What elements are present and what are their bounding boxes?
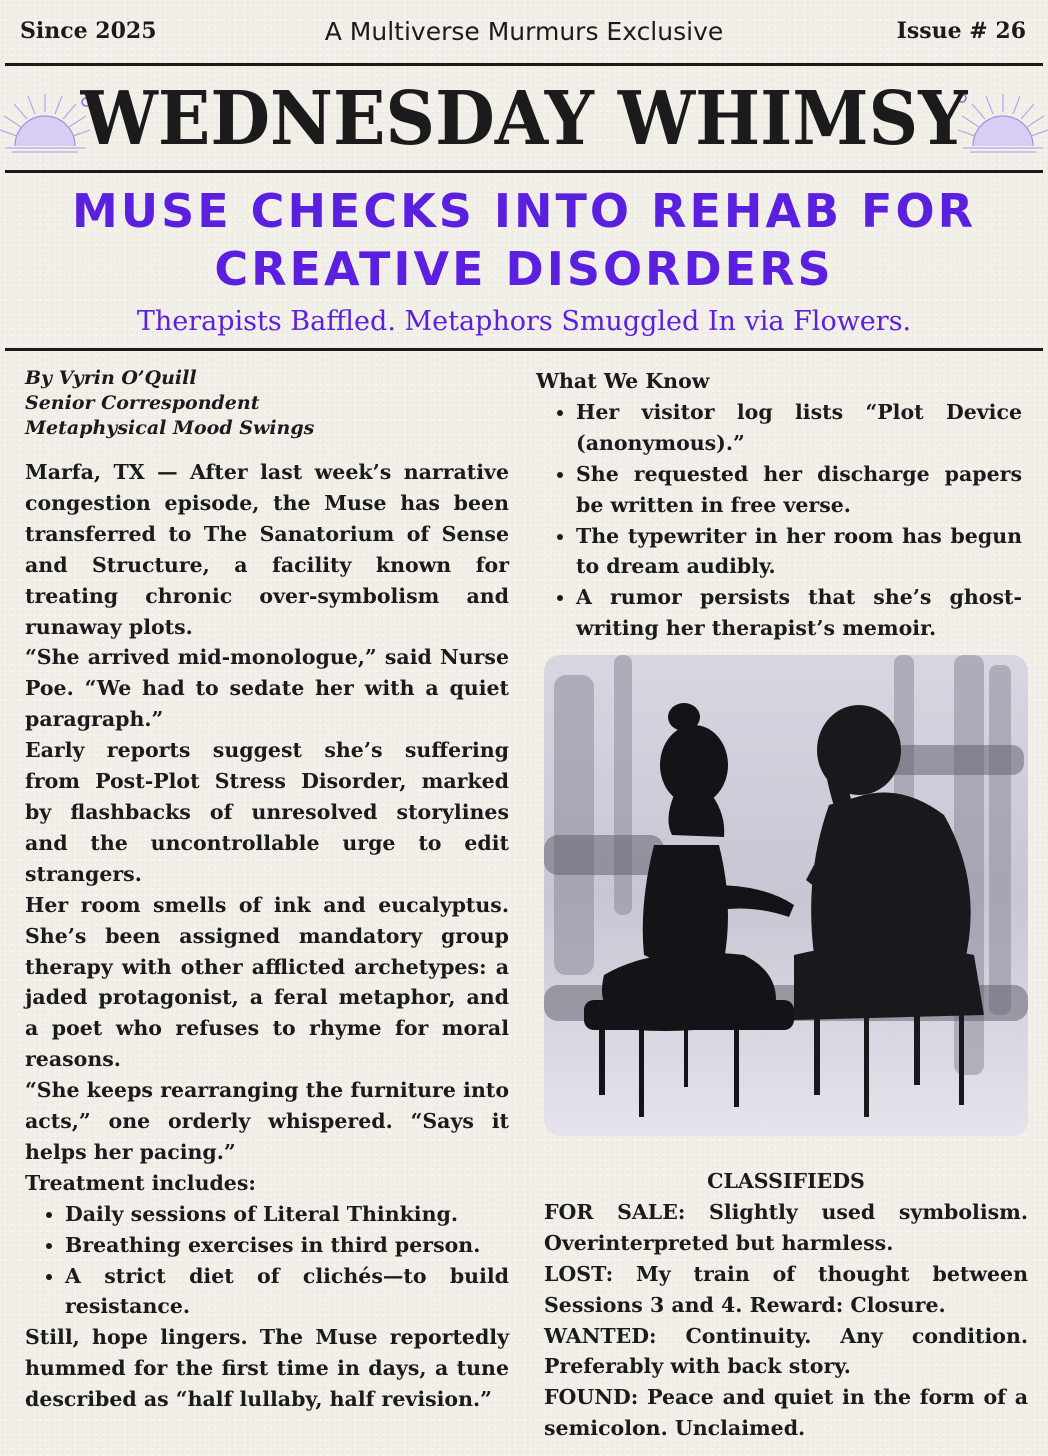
two-silhouettes-image	[544, 655, 1028, 1136]
since-label: Since 2025	[20, 18, 157, 44]
article-paragraph: Marfa, TX — After last week’s narrative congestion episode, the Muse has been transferred to The Sanatorium of Sense and Structure, a facility known for treating chronic over-symbolism and runaway plots.	[25, 460, 509, 639]
headline	[20, 182, 1028, 298]
classified-item: LOST: My train of thought between Sessions 3 and 4. Reward: Closure.	[544, 1261, 1028, 1317]
list-item: • Breathing exercises in third person.	[65, 1230, 509, 1261]
article-paragraph: Early reports suggest she’s suffering from Post-Plot Stress Disorder, marked by flashbacks of unresolved storylines and the uncontrollable urge to edit strangers.	[25, 738, 509, 886]
what-we-know	[536, 366, 1022, 644]
classified-item: WANTED: Continuity. Any condition. Preferably with back story.	[544, 1323, 1028, 1379]
illustration	[544, 655, 1028, 1136]
top-rule	[5, 63, 1043, 66]
headline-line-1: MUSE CHECKS INTO REHAB FOR	[71, 184, 976, 238]
list-item: • She requested her discharge papers be written in free verse.	[576, 459, 1022, 521]
classified-item: FOR SALE: Slightly used symbolism. Overinterpreted but harmless.	[544, 1199, 1028, 1255]
treatment-list	[25, 1199, 509, 1323]
list-item: • A strict diet of clichés—to build resistance.	[65, 1261, 509, 1323]
byline-section: Metaphysical Mood Swings	[25, 417, 315, 439]
article-body	[25, 457, 509, 1415]
list-item: • The typewriter in her room has begun to dream audibly.	[576, 521, 1022, 583]
article-paragraph: “She keeps rearranging the furniture into acts,” one orderly whispered. “Says it helps her pacing.”	[25, 1078, 509, 1164]
what-we-know-list	[536, 397, 1022, 644]
byline-author: By Vyrin O’Quill	[25, 367, 197, 389]
list-item: • Daily sessions of Literal Thinking.	[65, 1199, 509, 1230]
masthead-rule	[5, 170, 1043, 173]
masthead-title: WEDNESDAY WHIMSY	[80, 76, 968, 162]
exclusive-label: A Multiverse Murmurs Exclusive	[324, 17, 724, 46]
classified-item: FOUND: Peace and quiet in the form of a semicolon. Unclaimed.	[544, 1385, 1028, 1441]
treatment-intro: Treatment includes:	[25, 1170, 256, 1195]
byline-role: Senior Correspondent	[25, 392, 260, 414]
classifieds	[544, 1166, 1028, 1444]
article-paragraph: “She arrived mid-monologue,” said Nurse Poe. “We had to sedate her with a quiet paragraph.”	[25, 645, 509, 732]
headline-line-2: CREATIVE DISORDERS	[214, 242, 834, 296]
article-paragraph: Her room smells of ink and eucalyptus. She’s been assigned mandatory group therapy with other afflicted archetypes: a jaded protagonist, a feral metaphor, and a poet who refuses to rhyme for moral reasons.	[25, 892, 509, 1072]
subheadline: Therapists Baffled. Metaphors Smuggled In via Flowers.	[136, 306, 912, 337]
classifieds-title: CLASSIFIEDS	[707, 1169, 865, 1193]
byline	[25, 366, 314, 441]
headline-rule	[5, 348, 1043, 351]
what-we-know-title: What We Know	[536, 369, 710, 393]
issue-number: Issue # 26	[896, 18, 1026, 44]
list-item: • A rumor persists that she’s ghost-writing her therapist’s memoir.	[576, 582, 1022, 644]
list-item: • Her visitor log lists “Plot Device (anonymous).”	[576, 397, 1022, 459]
article-paragraph: Still, hope lingers. The Muse reportedly hummed for the first time in days, a tune described as “half lullaby, half revision.”	[25, 1325, 509, 1412]
